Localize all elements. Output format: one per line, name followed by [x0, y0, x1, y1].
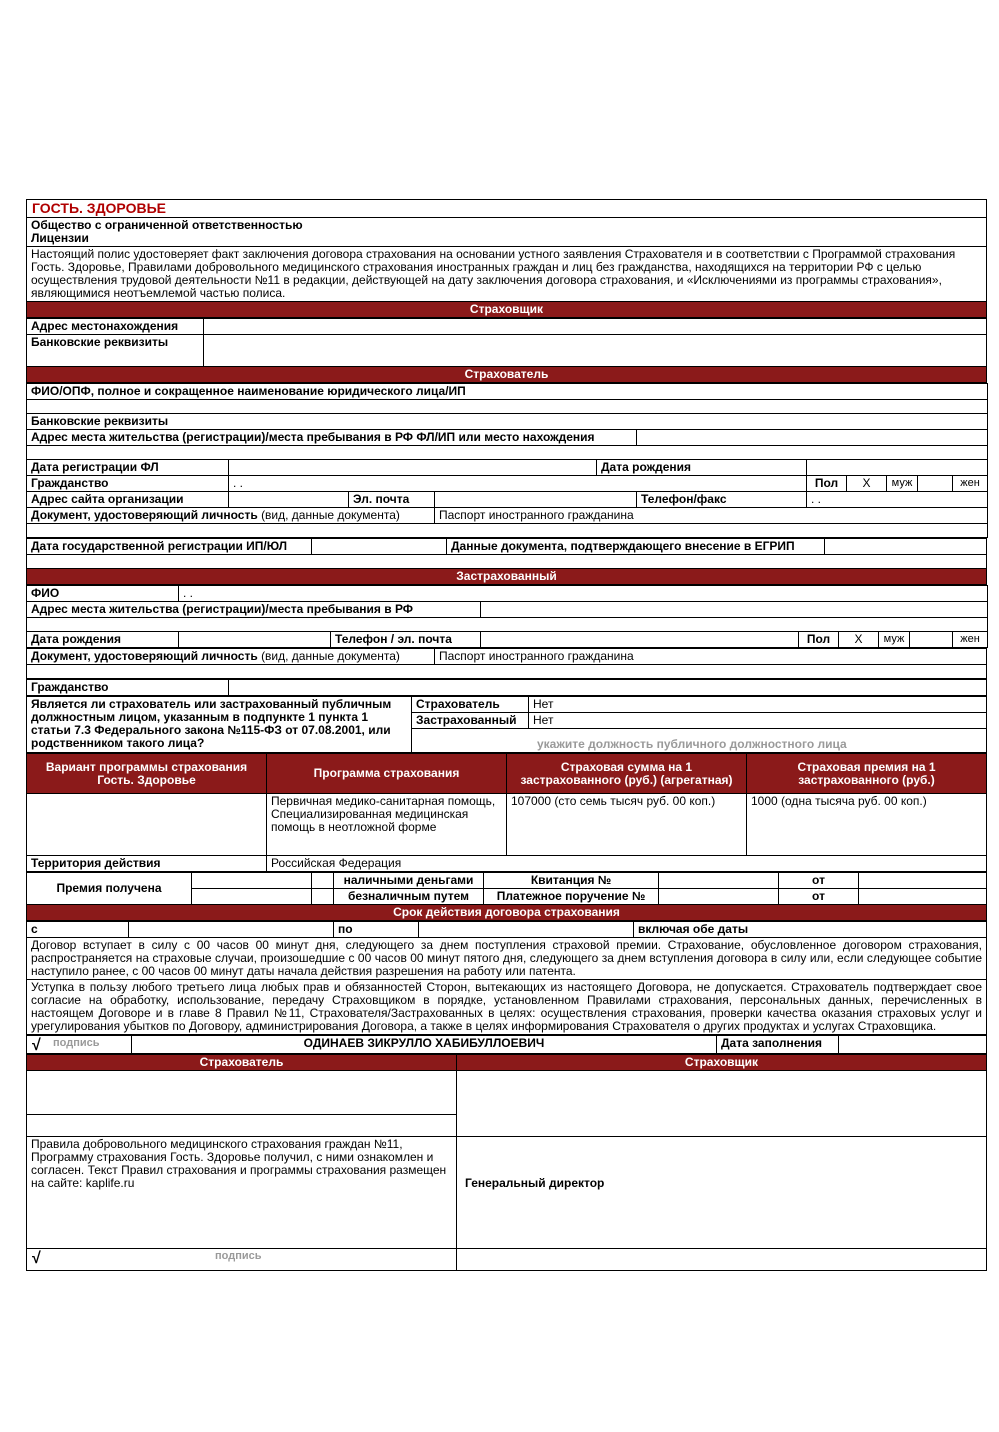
- holder-doc-line2: [27, 524, 988, 538]
- payment-cash-check: [312, 873, 334, 889]
- holder-doc-hint: (вид, данные документа): [261, 508, 400, 522]
- policy-title: ГОСТЬ. ЗДОРОВЬЕ: [27, 200, 987, 218]
- insured-sex-blank: [910, 632, 953, 648]
- insured-table: [26, 585, 988, 648]
- term-from-value: [129, 922, 334, 938]
- holder-sex-blank: [918, 476, 953, 492]
- pep-holder-label: Страхователь: [412, 697, 529, 713]
- insured-phone-value: [481, 632, 799, 648]
- holder-full-name: ОДИНАЕВ ЗИКРУЛЛО ХАБИБУЛЛОЕВИЧ: [132, 1036, 717, 1054]
- premium-received-label: Премия получена: [27, 873, 192, 905]
- insurer-address-label: Адрес местонахождения: [27, 319, 204, 335]
- pep-insured-label: Застрахованный: [412, 713, 529, 729]
- fill-date-label: Дата заполнения: [717, 1036, 839, 1054]
- territory-label: Территория действия: [27, 856, 267, 872]
- holder-reg-date-value: [229, 460, 597, 476]
- holder-reg-table: [26, 538, 987, 585]
- term-to-value: [419, 922, 634, 938]
- footer-holder-block2: [27, 1115, 457, 1137]
- footer-insurer-block: [457, 1071, 987, 1137]
- insurer-bank-label: Банковские реквизиты: [27, 335, 204, 367]
- policyholder-table: [26, 383, 988, 538]
- holder-address-value: [637, 430, 988, 446]
- payment-from2-label: от: [779, 889, 859, 905]
- program-col-sum: Страховая сумма на 1 застрахованного (руб.) (агрегатная): [507, 754, 747, 794]
- holder-doc-label-text: Документ, удостоверяющий личность: [31, 508, 258, 522]
- payment-from2-value: [859, 889, 987, 905]
- insurer-table: [26, 318, 987, 383]
- insured-name-value: . .: [179, 586, 988, 602]
- payment-receipt-value: [659, 873, 779, 889]
- effect-text: Договор вступает в силу с 00 часов 00 минут дня, следующего за днем поступления страховой премии. Страхование, обусловленное договором страхования, распространяется на страховые случаи, произошедшие с 00 часов 00 минут пятого дня, следующего за днем вступления договора в силу или, если следующее событие наступило ранее, с 00 часов 00 минут даты начала действия разрешения на работу или патента.: [27, 938, 987, 980]
- fill-date-value[interactable]: [839, 1036, 987, 1054]
- footer-holder-block: [27, 1071, 457, 1115]
- term-table: [26, 921, 987, 1035]
- insured-doc-table: [26, 648, 987, 679]
- rules-text: Правила добровольного медицинского страхования граждан №11, Программу страхования Гость. Здоровье получил, с ними ознакомлен и согласен. Текст Правил страхования и программы страхования размещен на сайте: kaplife.ru: [27, 1137, 457, 1249]
- program-col-premium: Страховая премия на 1 застрахованного (руб.): [747, 754, 987, 794]
- insured-name-label: ФИО: [27, 586, 179, 602]
- insured-sex-label: Пол: [799, 632, 839, 648]
- intro-text: Настоящий полис удостоверяет факт заключения договора страхования на основании устного заявления Страхователя и в соответствии с Программой страхования Гость. Здоровье, Правилами добровольного медицинского страхования иностранных граждан и лиц без гражданства, находящихся на территории РФ с целью осуществления трудовой деятельности №11 в редакции, действующей на дату заключения договора страхования, и «Исключениями из программы страхования», являющимися неотъемлемой частью полиса.: [27, 247, 987, 302]
- insured-citizenship-table: [26, 679, 987, 696]
- insured-birth-value: [179, 632, 331, 648]
- header-table: [26, 199, 987, 318]
- territory-value: Российская Федерация: [267, 856, 987, 872]
- general-director: Генеральный директор: [457, 1137, 987, 1249]
- payment-receipt-label: Квитанция №: [484, 873, 659, 889]
- holder-address-label: Адрес места жительства (регистрации)/места пребывания в РФ ФЛ/ИП или место нахождения: [27, 430, 637, 446]
- program-table: [26, 753, 987, 872]
- holder-name-value: [27, 400, 988, 414]
- holder-state-reg-value: [312, 539, 447, 555]
- pep-holder-value: Нет: [529, 697, 987, 713]
- signature-check-icon: √: [32, 1037, 41, 1054]
- license-label: Лицензии: [31, 231, 89, 245]
- payment-order-label: Платежное поручение №: [484, 889, 659, 905]
- holder-bank-label: Банковские реквизиты: [27, 414, 988, 430]
- insured-doc-value: Паспорт иностранного гражданина: [435, 649, 987, 665]
- signature-hint: подпись: [53, 1037, 100, 1049]
- pep-table: [26, 696, 987, 753]
- pep-insured-value: Нет: [529, 713, 987, 729]
- footer-table: [26, 1054, 987, 1271]
- insured-citizenship-value: [229, 680, 987, 696]
- policyholder-header: Страхователь: [27, 367, 987, 383]
- insured-citizenship-label: Гражданство: [27, 680, 229, 696]
- insurer-header: Страховщик: [27, 302, 987, 318]
- holder-website-label: Адрес сайта организации: [27, 492, 229, 508]
- holder-reg-date-label: Дата регистрации ФЛ: [27, 460, 229, 476]
- holder-egrip-line2: [27, 555, 987, 569]
- insured-sex-female: жен: [953, 632, 988, 648]
- footer-insurer-sign: [457, 1249, 987, 1271]
- program-sum-value: 107000 (сто семь тысяч руб. 00 коп.): [507, 794, 747, 856]
- insured-header: Застрахованный: [27, 569, 987, 585]
- term-both-dates: включая обе даты: [634, 922, 987, 938]
- holder-sex-label: Пол: [807, 476, 847, 492]
- program-premium-value: 1000 (одна тысяча руб. 00 коп.): [747, 794, 987, 856]
- holder-phone-value: . .: [807, 492, 988, 508]
- term-header: Срок действия договора страхования: [27, 905, 987, 921]
- signature-table: [26, 1035, 987, 1054]
- insured-sex-mark: X: [839, 632, 879, 648]
- holder-sex-male: муж: [887, 476, 918, 492]
- insured-phone-label: Телефон / эл. почта: [331, 632, 481, 648]
- holder-doc-value: Паспорт иностранного гражданина: [435, 508, 988, 524]
- program-col-program: Программа страхования: [267, 754, 507, 794]
- holder-doc-label: [27, 508, 435, 524]
- holder-citizenship-value: . .: [229, 476, 807, 492]
- term-from-label: с: [27, 922, 129, 938]
- payment-from1-value: [859, 873, 987, 889]
- insured-doc-label: [27, 649, 435, 665]
- signature-cell[interactable]: [27, 1036, 132, 1054]
- payment-cash-label: наличными деньгами: [334, 873, 484, 889]
- payment-order-value: [659, 889, 779, 905]
- holder-website-value: [229, 492, 349, 508]
- holder-egrip-value: [825, 539, 987, 555]
- company-type: Общество с ограниченной ответственностью: [31, 218, 303, 232]
- insured-doc-hint: (вид, данные документа): [261, 649, 400, 663]
- holder-egrip-label: Данные документа, подтверждающего внесение в ЕГРИП: [447, 539, 825, 555]
- company-block: [27, 218, 987, 247]
- holder-state-reg-label: Дата государственной регистрации ИП/ЮЛ: [27, 539, 312, 555]
- policy-document: [26, 199, 987, 1271]
- holder-birth-value: [807, 460, 988, 476]
- payment-noncash-amount: [192, 889, 312, 905]
- payment-noncash-check: [312, 889, 334, 905]
- insured-address-line2: [27, 618, 988, 632]
- holder-sex-female: жен: [953, 476, 988, 492]
- holder-phone-label: Телефон/факс: [637, 492, 807, 508]
- footer-check-icon: √: [32, 1250, 41, 1267]
- payment-cash-amount: [192, 873, 312, 889]
- footer-holder-header: Страхователь: [27, 1055, 457, 1071]
- payment-noncash-label: безналичным путем: [334, 889, 484, 905]
- footer-signature-cell[interactable]: [27, 1249, 457, 1271]
- holder-email-value: [435, 492, 637, 508]
- insured-doc-label-text: Документ, удостоверяющий личность: [31, 649, 258, 663]
- insurer-address-value: [204, 319, 987, 335]
- insured-doc-line2: [27, 665, 987, 679]
- holder-address-line2: [27, 446, 988, 460]
- insured-sex-male: муж: [879, 632, 910, 648]
- footer-insurer-header: Страховщик: [457, 1055, 987, 1071]
- insurer-bank-value: [204, 335, 987, 367]
- payment-table: [26, 872, 987, 921]
- consent-text: Уступка в пользу любого третьего лица любых прав и обязанностей Сторон, вытекающих из настоящего Договора, не допускается. Страхователь подтверждает свое согласие на обработку, использование, передачу Страховщиком в порядке, установленном Правилами страхования, персональных данных, перечисленных в настоящем Договоре и в главе 8 Правил №11, Страхователя/Застрахованных в целях: осуществления страхования, проверки качества оказания страховых услуг и урегулирования убытков по Договору, администрирования Договора, а также в целях информирования Страхователя о других продуктах и услугах Страховщика.: [27, 980, 987, 1035]
- holder-citizenship-label: Гражданство: [27, 476, 229, 492]
- term-to-label: по: [334, 922, 419, 938]
- holder-birth-label: Дата рождения: [597, 460, 807, 476]
- pep-question: Является ли страхователь или застрахованный публичным должностным лицом, указанным в подпункте 1 пункта 1 статьи 7.3 Федерального закона №115-ФЗ от 07.08.2001, или родственником такого лица?: [27, 697, 412, 753]
- holder-email-label: Эл. почта: [349, 492, 435, 508]
- program-variant-value: [27, 794, 267, 856]
- program-col-variant: Вариант программы страхования Гость. Здоровье: [27, 754, 267, 794]
- insured-birth-label: Дата рождения: [27, 632, 179, 648]
- footer-sign-hint: подпись: [215, 1250, 262, 1262]
- holder-sex-mark: X: [847, 476, 887, 492]
- payment-from1-label: от: [779, 873, 859, 889]
- pep-hint: укажите должность публичного должностного лица: [412, 729, 987, 753]
- insured-address-label: Адрес места жительства (регистрации)/места пребывания в РФ: [27, 602, 481, 618]
- holder-name-label: ФИО/ОПФ, полное и сокращенное наименование юридического лица/ИП: [27, 384, 988, 400]
- insured-address-value: [481, 602, 988, 618]
- program-program-value: Первичная медико-санитарная помощь, Специализированная медицинская помощь в неотложной форме: [267, 794, 507, 856]
